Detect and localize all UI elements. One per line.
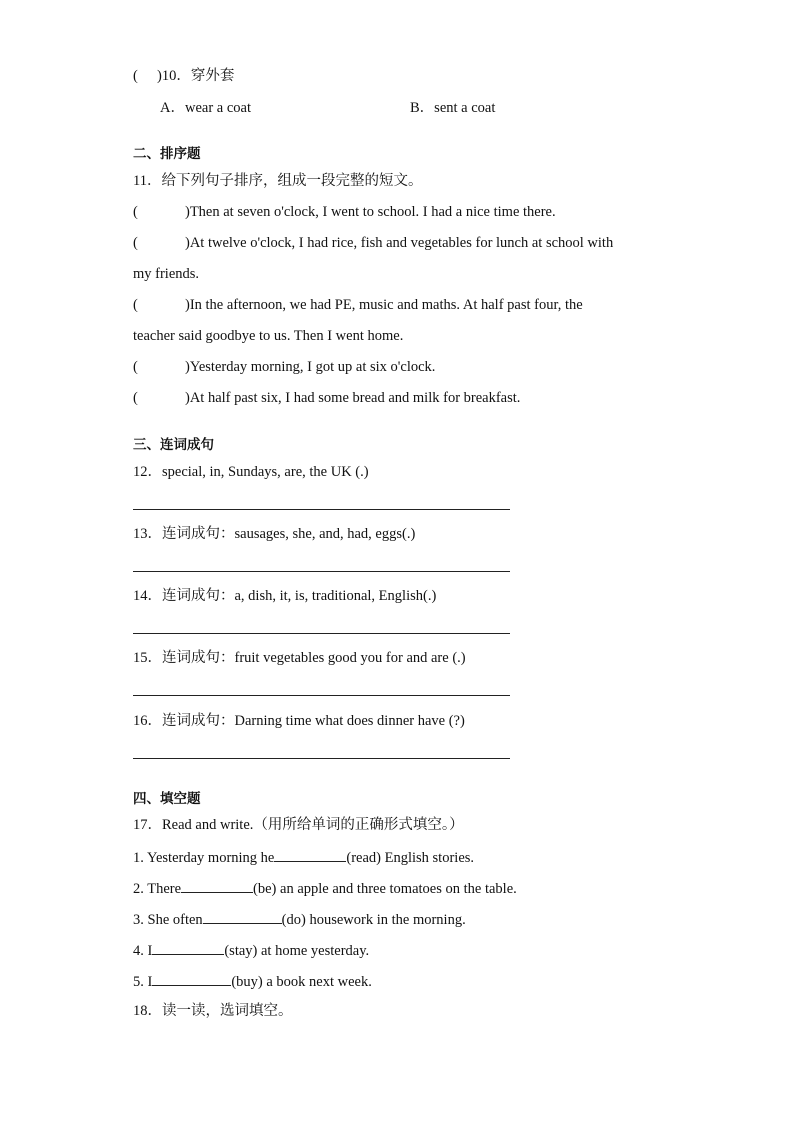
fill-item-1 <box>133 847 474 867</box>
order-item-1 <box>133 203 556 221</box>
option-a: A．wear a coat <box>160 100 251 116</box>
fill-item-after: (buy) a book next week. <box>231 974 372 990</box>
fill-blank[interactable] <box>152 971 231 986</box>
answer-paren: ( <box>133 235 138 251</box>
question-10-text: )10．穿外套 <box>157 68 235 84</box>
answer-paren: ( <box>133 68 138 84</box>
answer-line[interactable] <box>133 633 510 634</box>
question-15: 15．连词成句：fruit vegetables good you for and are (.) <box>133 650 466 666</box>
fill-item-5 <box>133 971 372 991</box>
answer-line[interactable] <box>133 571 510 572</box>
fill-blank[interactable] <box>181 878 253 893</box>
order-item-text: )Then at seven o'clock, I went to school. I had a nice time there. <box>185 204 556 220</box>
answer-line[interactable] <box>133 758 510 759</box>
question-16: 16．连词成句：Darning time what does dinner have (?) <box>133 713 465 729</box>
order-item-3-cont: teacher said goodbye to us. Then I went home. <box>133 328 404 344</box>
section-4-heading: 四、填空题 <box>133 791 201 807</box>
fill-item-after: (read) English stories. <box>346 850 475 866</box>
fill-item-before: 1. Yesterday morning he <box>133 850 275 866</box>
fill-item-4 <box>133 940 369 960</box>
order-item-3 <box>133 296 583 314</box>
fill-item-after: (stay) at home yesterday. <box>224 943 370 959</box>
fill-item-3 <box>133 909 466 929</box>
question-14: 14．连词成句：a, dish, it, is, traditional, English(.) <box>133 588 437 604</box>
fill-item-2 <box>133 878 517 898</box>
question-12: 12．special, in, Sundays, are, the UK (.) <box>133 464 369 480</box>
question-11: 11．给下列句子排序，组成一段完整的短文。 <box>133 173 423 189</box>
question-17: 17．Read and write.（用所给单词的正确形式填空。） <box>133 817 464 833</box>
answer-line[interactable] <box>133 509 510 510</box>
order-item-text: )At twelve o'clock, I had rice, fish and vegetables for lunch at school with <box>185 235 614 251</box>
fill-item-before: 2. There <box>133 881 182 897</box>
answer-paren: ( <box>133 204 138 220</box>
answer-paren: ( <box>133 297 138 313</box>
option-b: B．sent a coat <box>410 100 496 116</box>
order-item-5 <box>133 389 520 407</box>
fill-blank[interactable] <box>274 847 346 862</box>
question-13: 13．连词成句：sausages, she, and, had, eggs(.) <box>133 526 416 542</box>
order-item-text: )At half past six, I had some bread and milk for breakfast. <box>185 390 521 406</box>
fill-item-before: 4. I <box>133 943 153 959</box>
fill-item-before: 3. She often <box>133 912 203 928</box>
answer-paren: ( <box>133 390 138 406</box>
order-item-text: )Yesterday morning, I got up at six o'clock. <box>185 359 436 375</box>
order-item-4 <box>133 358 435 376</box>
order-item-2-cont: my friends. <box>133 266 200 282</box>
fill-item-after: (do) housework in the morning. <box>281 912 466 928</box>
order-item-2 <box>133 234 613 252</box>
question-18: 18．读一读，选词填空。 <box>133 1003 293 1019</box>
answer-line[interactable] <box>133 695 510 696</box>
fill-blank[interactable] <box>152 940 224 955</box>
fill-item-after: (be) an apple and three tomatoes on the table. <box>253 881 517 897</box>
section-3-heading: 三、连词成句 <box>133 437 214 453</box>
question-10 <box>133 67 234 85</box>
fill-blank[interactable] <box>203 909 282 924</box>
answer-paren: ( <box>133 359 138 375</box>
order-item-text: )In the afternoon, we had PE, music and maths. At half past four, the <box>185 297 583 313</box>
section-2-heading: 二、排序题 <box>133 146 201 162</box>
fill-item-before: 5. I <box>133 974 153 990</box>
